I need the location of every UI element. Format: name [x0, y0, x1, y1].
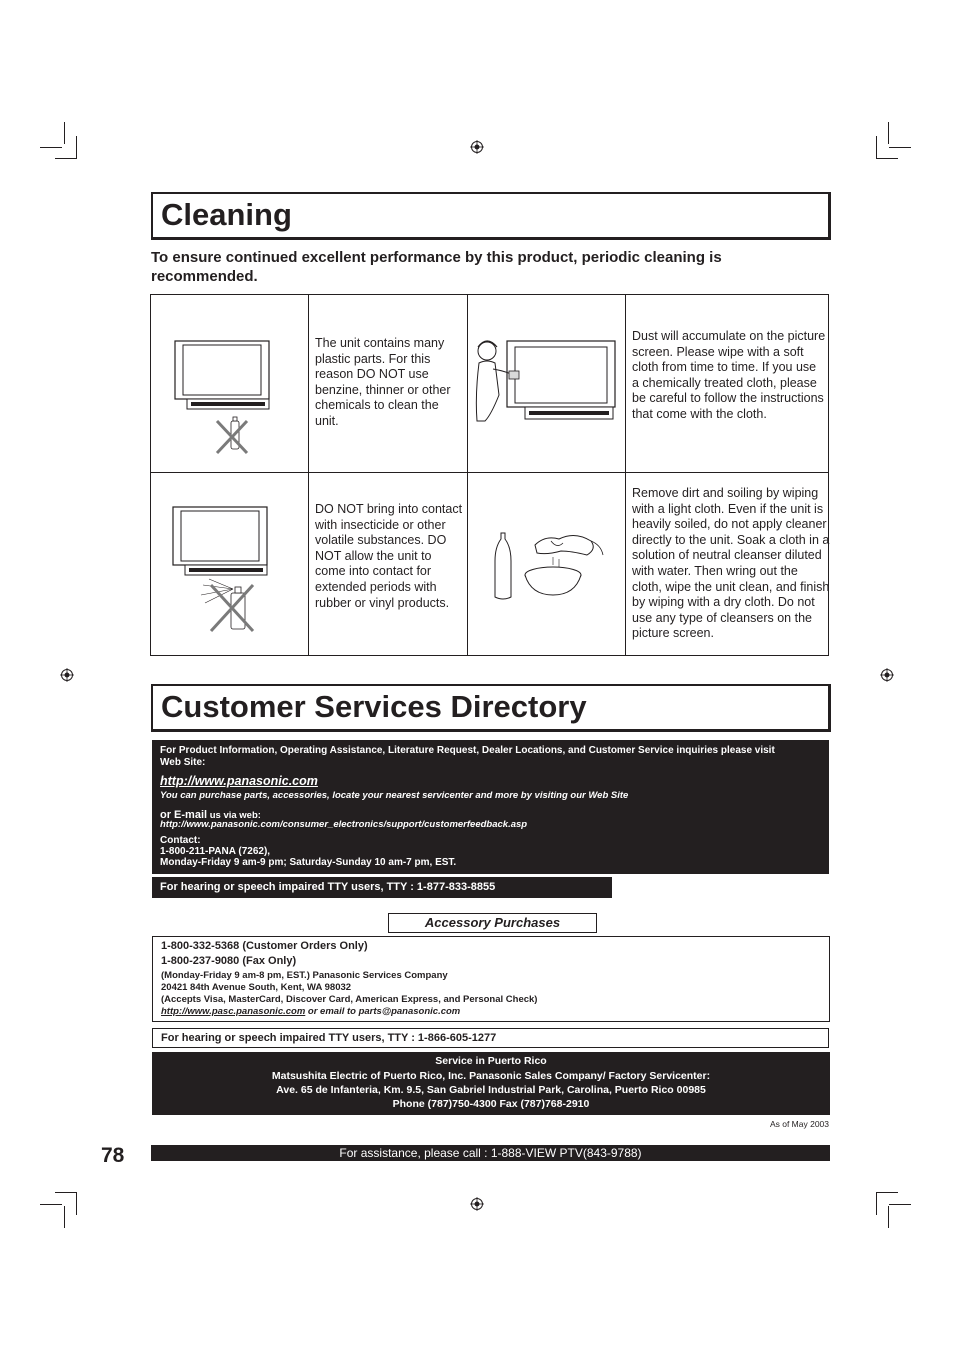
page-number: 78 — [101, 1144, 125, 1167]
accessory-address: 20421 84th Avenue South, Kent, WA 98032 — [161, 982, 352, 993]
directory-title: Customer Services Directory — [161, 689, 587, 724]
accessory-title: Accessory Purchases — [424, 915, 561, 930]
as-of-date: As of May 2003 — [769, 1119, 829, 1129]
registration-mark-icon — [470, 140, 484, 154]
crop-mark — [889, 147, 911, 148]
info-text: For Product Information, Operating Assistance, Literature Request, Dealer Locations, and Customer Service inquiries please visit — [160, 745, 775, 756]
cleaning-table — [150, 294, 829, 656]
crop-mark — [888, 122, 889, 144]
accessory-title-box — [388, 913, 597, 933]
email-label: or E-mail — [160, 809, 208, 821]
cleaning-item-text: The unit contains many plastic parts. For this reason DO NOT use benzine, thinner or other chemicals to clean the unit. — [315, 336, 451, 428]
accessory-email: or email to parts@panasonic.com — [305, 1006, 461, 1017]
puerto-rico-box — [152, 1052, 830, 1115]
puerto-rico-text: Ave. 65 de Infanteria, Km. 9.5, San Gabriel Industrial Park, Carolina, Puerto Rico 00985 — [276, 1084, 706, 1096]
email-url[interactable]: http://www.panasonic.com/consumer_electronics/support/customerfeedback.asp — [160, 819, 528, 830]
puerto-rico-text: Matsushita Electric of Puerto Rico, Inc. Panasonic Sales Company/ Factory Servicenter: — [271, 1070, 711, 1082]
tty-text: For hearing or speech impaired TTY users, TTY : 1-866-605-1277 — [161, 1032, 497, 1044]
crop-mark — [876, 1192, 877, 1215]
crop-mark — [76, 136, 77, 159]
crop-mark — [888, 1206, 889, 1228]
website-link[interactable]: http://www.panasonic.com — [160, 774, 318, 788]
info-text: Web Site: — [160, 757, 206, 768]
registration-mark-icon — [880, 668, 894, 682]
crop-mark — [876, 158, 898, 159]
crop-mark — [40, 147, 62, 148]
cleaning-title-box — [151, 192, 831, 240]
accessory-hours: (Monday-Friday 9 am-8 pm, EST.) Panasonic Services Company — [161, 970, 448, 981]
accessory-box — [152, 936, 830, 1022]
tty-text: For hearing or speech impaired TTY users, TTY : 1-877-833-8855 — [160, 881, 496, 893]
cleaning-intro: To ensure continued excellent performance by this product, periodic cleaning is recommended. — [151, 249, 722, 285]
crop-mark — [876, 1192, 898, 1193]
accessory-phone: 1-800-332-5368 (Customer Orders Only) — [161, 940, 368, 952]
contact-phone: 1-800-211-PANA (7262), — [160, 846, 271, 857]
registration-mark-icon — [470, 1197, 484, 1211]
puerto-rico-text: Service in Puerto Rico — [435, 1055, 547, 1067]
directory-title-box — [151, 684, 831, 732]
tv-no-chemicals-illustration — [171, 335, 275, 457]
cleaning-item-text: Remove dirt and soiling by wiping with a light cloth. Even if the unit is heavily soiled, do not apply cleaner directly to the unit. Soak a cloth in a solution of neutral cleanser diluted with water. Then wring out the cloth, wipe the unit clean, and finish by wiping with a dry cloth. Do not use any type of cleansers on the picture screen. — [632, 486, 830, 641]
crop-mark — [64, 122, 65, 144]
tty-bar — [152, 877, 612, 898]
crop-mark — [55, 158, 77, 159]
crop-mark — [889, 1204, 911, 1205]
registration-mark-icon — [60, 668, 74, 682]
crop-mark — [76, 1192, 77, 1215]
contact-label: Contact: — [160, 835, 201, 846]
footer-bar — [151, 1145, 830, 1161]
footer-text: For assistance, please call : 1-888-VIEW PTV(843-9788) — [339, 1146, 642, 1160]
accessory-web-line — [161, 1006, 460, 1017]
accessory-payment: (Accepts Visa, MasterCard, Discover Card, American Express, and Personal Check) — [161, 994, 538, 1005]
cleaning-title: Cleaning — [161, 197, 292, 232]
crop-mark — [64, 1206, 65, 1228]
tty-box — [152, 1028, 829, 1048]
crop-mark — [40, 1204, 62, 1205]
cleanser-and-cloth-illustration — [491, 521, 611, 605]
puerto-rico-text: Phone (787)750-4300 Fax (787)768-2910 — [392, 1098, 590, 1110]
cleaning-item-text: Dust will accumulate on the picture screen. Please wipe with a soft cloth from time to time. If you use a chemically treated cloth, please be careful to follow the instructions that come with the cloth. — [632, 329, 826, 421]
contact-hours: Monday-Friday 9 am-9 pm; Saturday-Sunday 10 am-7 pm, EST. — [160, 857, 457, 868]
tv-no-insecticide-illustration — [169, 505, 275, 635]
accessory-fax: 1-800-237-9080 (Fax Only) — [161, 955, 297, 967]
cleaning-item-text: DO NOT bring into contact with insecticide or other volatile substances. DO NOT allow the unit to come into contact for extended periods with rubber or vinyl products. — [315, 502, 463, 610]
crop-mark — [55, 1192, 77, 1193]
accessory-web-link[interactable]: http://www.pasc.panasonic.com — [161, 1006, 306, 1017]
crop-mark — [876, 136, 877, 159]
wiping-screen-illustration — [471, 335, 621, 425]
website-note: You can purchase parts, accessories, locate your nearest servicenter and more by visiting our Web Site — [160, 790, 629, 801]
product-info-box — [152, 740, 829, 874]
email-suffix: us via web: — [207, 810, 261, 821]
